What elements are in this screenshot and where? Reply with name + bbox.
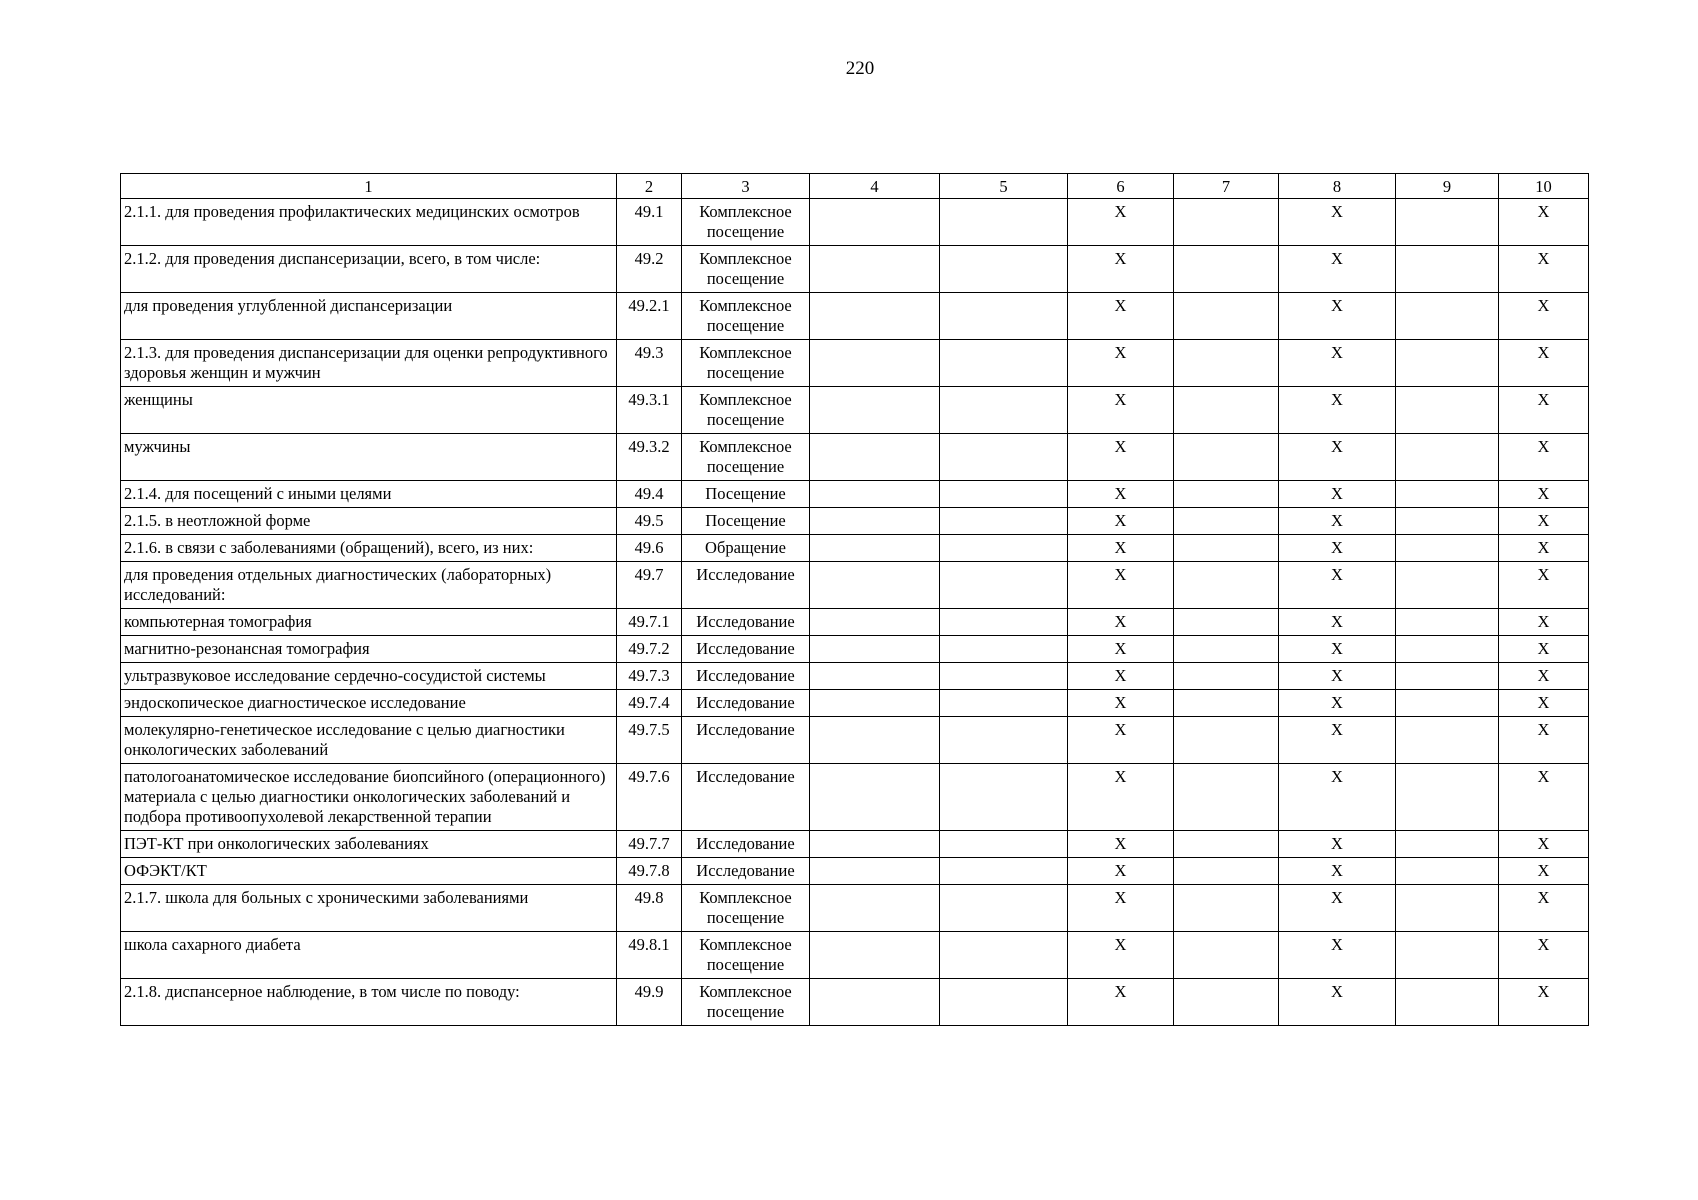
row-col9-cell [1396, 636, 1499, 663]
row-col8-cell: X [1279, 293, 1396, 340]
column-header: 2 [617, 174, 682, 199]
row-code-cell: 49.7.4 [617, 690, 682, 717]
row-col7-cell [1174, 636, 1279, 663]
row-col10-cell: X [1499, 690, 1589, 717]
row-name-cell: для проведения отдельных диагностических (лабораторных) исследований: [121, 562, 617, 609]
row-col4-cell [810, 717, 940, 764]
row-col6-cell: X [1068, 932, 1174, 979]
row-col9-cell [1396, 932, 1499, 979]
row-col6-cell: X [1068, 387, 1174, 434]
row-col5-cell [940, 690, 1068, 717]
row-col7-cell [1174, 434, 1279, 481]
row-col7-cell [1174, 979, 1279, 1026]
row-col7-cell [1174, 885, 1279, 932]
row-col9-cell [1396, 831, 1499, 858]
row-col6-cell: X [1068, 636, 1174, 663]
row-col8-cell: X [1279, 979, 1396, 1026]
row-col7-cell [1174, 387, 1279, 434]
row-col10-cell: X [1499, 717, 1589, 764]
row-col6-cell: X [1068, 246, 1174, 293]
row-unit-cell: Посещение [682, 508, 810, 535]
row-unit-cell: Комплексное посещение [682, 293, 810, 340]
row-unit-cell: Обращение [682, 535, 810, 562]
row-unit-cell: Исследование [682, 717, 810, 764]
row-col10-cell: X [1499, 508, 1589, 535]
row-unit-cell: Комплексное посещение [682, 885, 810, 932]
row-col6-cell: X [1068, 340, 1174, 387]
row-col8-cell: X [1279, 885, 1396, 932]
row-col10-cell: X [1499, 663, 1589, 690]
row-col5-cell [940, 246, 1068, 293]
row-code-cell: 49.7.6 [617, 764, 682, 831]
row-col6-cell: X [1068, 831, 1174, 858]
row-col7-cell [1174, 764, 1279, 831]
row-col4-cell [810, 979, 940, 1026]
row-col6-cell: X [1068, 434, 1174, 481]
table-row [121, 831, 1589, 858]
row-name-cell: эндоскопическое диагностическое исследование [121, 690, 617, 717]
row-code-cell: 49.6 [617, 535, 682, 562]
row-col8-cell: X [1279, 764, 1396, 831]
row-col10-cell: X [1499, 562, 1589, 609]
row-col5-cell [940, 562, 1068, 609]
row-col8-cell: X [1279, 858, 1396, 885]
row-col4-cell [810, 831, 940, 858]
table-row [121, 199, 1589, 246]
row-col9-cell [1396, 387, 1499, 434]
row-col8-cell: X [1279, 535, 1396, 562]
row-unit-cell: Исследование [682, 663, 810, 690]
row-name-cell: 2.1.8. диспансерное наблюдение, в том числе по поводу: [121, 979, 617, 1026]
table-row [121, 562, 1589, 609]
row-code-cell: 49.5 [617, 508, 682, 535]
row-col4-cell [810, 481, 940, 508]
row-col9-cell [1396, 293, 1499, 340]
row-name-cell: 2.1.2. для проведения диспансеризации, всего, в том числе: [121, 246, 617, 293]
row-name-cell: 2.1.6. в связи с заболеваниями (обращений), всего, из них: [121, 535, 617, 562]
table-row [121, 246, 1589, 293]
row-col4-cell [810, 562, 940, 609]
row-col6-cell: X [1068, 764, 1174, 831]
table-row [121, 434, 1589, 481]
row-col10-cell: X [1499, 293, 1589, 340]
row-code-cell: 49.7 [617, 562, 682, 609]
table-row [121, 979, 1589, 1026]
row-col8-cell: X [1279, 199, 1396, 246]
row-col8-cell: X [1279, 690, 1396, 717]
row-name-cell: 2.1.1. для проведения профилактических медицинских осмотров [121, 199, 617, 246]
row-name-cell: для проведения углубленной диспансеризации [121, 293, 617, 340]
row-col8-cell: X [1279, 508, 1396, 535]
row-unit-cell: Посещение [682, 481, 810, 508]
row-name-cell: женщины [121, 387, 617, 434]
row-name-cell: молекулярно-генетическое исследование с целью диагностики онкологических заболеваний [121, 717, 617, 764]
row-col10-cell: X [1499, 636, 1589, 663]
row-col6-cell: X [1068, 481, 1174, 508]
row-unit-cell: Исследование [682, 764, 810, 831]
row-col9-cell [1396, 481, 1499, 508]
row-col4-cell [810, 636, 940, 663]
row-col8-cell: X [1279, 717, 1396, 764]
row-col9-cell [1396, 562, 1499, 609]
row-col8-cell: X [1279, 481, 1396, 508]
row-col4-cell [810, 535, 940, 562]
column-header: 10 [1499, 174, 1589, 199]
row-name-cell: ОФЭКТ/КТ [121, 858, 617, 885]
row-col9-cell [1396, 717, 1499, 764]
row-name-cell: магнитно-резонансная томография [121, 636, 617, 663]
row-code-cell: 49.8 [617, 885, 682, 932]
row-code-cell: 49.2 [617, 246, 682, 293]
table-header-row [121, 174, 1589, 199]
row-col4-cell [810, 434, 940, 481]
row-col10-cell: X [1499, 932, 1589, 979]
row-col10-cell: X [1499, 885, 1589, 932]
row-col9-cell [1396, 340, 1499, 387]
row-col4-cell [810, 387, 940, 434]
column-header: 5 [940, 174, 1068, 199]
row-col9-cell [1396, 885, 1499, 932]
row-col7-cell [1174, 246, 1279, 293]
row-name-cell: компьютерная томография [121, 609, 617, 636]
row-col10-cell: X [1499, 979, 1589, 1026]
row-col5-cell [940, 481, 1068, 508]
row-col9-cell [1396, 690, 1499, 717]
row-col4-cell [810, 932, 940, 979]
row-col4-cell [810, 293, 940, 340]
row-col9-cell [1396, 535, 1499, 562]
row-col8-cell: X [1279, 663, 1396, 690]
row-col9-cell [1396, 508, 1499, 535]
column-header: 4 [810, 174, 940, 199]
row-unit-cell: Комплексное посещение [682, 246, 810, 293]
row-col9-cell [1396, 858, 1499, 885]
row-col9-cell [1396, 246, 1499, 293]
row-col8-cell: X [1279, 340, 1396, 387]
row-name-cell: ультразвуковое исследование сердечно-сосудистой системы [121, 663, 617, 690]
row-col5-cell [940, 717, 1068, 764]
row-col4-cell [810, 246, 940, 293]
table-row [121, 609, 1589, 636]
table-row [121, 508, 1589, 535]
row-col4-cell [810, 858, 940, 885]
row-col5-cell [940, 885, 1068, 932]
row-col4-cell [810, 609, 940, 636]
row-code-cell: 49.4 [617, 481, 682, 508]
row-code-cell: 49.2.1 [617, 293, 682, 340]
row-unit-cell: Исследование [682, 831, 810, 858]
row-name-cell: школа сахарного диабета [121, 932, 617, 979]
row-code-cell: 49.1 [617, 199, 682, 246]
row-col9-cell [1396, 199, 1499, 246]
row-col10-cell: X [1499, 481, 1589, 508]
row-col8-cell: X [1279, 636, 1396, 663]
row-col5-cell [940, 434, 1068, 481]
table-row [121, 293, 1589, 340]
row-col6-cell: X [1068, 562, 1174, 609]
row-code-cell: 49.7.2 [617, 636, 682, 663]
row-col4-cell [810, 885, 940, 932]
row-col9-cell [1396, 609, 1499, 636]
data-table [120, 173, 1589, 1026]
row-code-cell: 49.3 [617, 340, 682, 387]
row-col5-cell [940, 764, 1068, 831]
row-col4-cell [810, 199, 940, 246]
row-col6-cell: X [1068, 858, 1174, 885]
table-row [121, 932, 1589, 979]
table-row [121, 481, 1589, 508]
row-unit-cell: Исследование [682, 858, 810, 885]
row-col6-cell: X [1068, 690, 1174, 717]
row-col6-cell: X [1068, 663, 1174, 690]
row-col6-cell: X [1068, 717, 1174, 764]
row-code-cell: 49.8.1 [617, 932, 682, 979]
row-unit-cell: Комплексное посещение [682, 932, 810, 979]
row-col7-cell [1174, 663, 1279, 690]
row-col6-cell: X [1068, 609, 1174, 636]
row-col5-cell [940, 858, 1068, 885]
row-col8-cell: X [1279, 831, 1396, 858]
row-col7-cell [1174, 858, 1279, 885]
row-col8-cell: X [1279, 562, 1396, 609]
row-unit-cell: Комплексное посещение [682, 340, 810, 387]
row-col7-cell [1174, 340, 1279, 387]
row-col7-cell [1174, 199, 1279, 246]
row-code-cell: 49.3.2 [617, 434, 682, 481]
row-name-cell: 2.1.7. школа для больных с хроническими заболеваниями [121, 885, 617, 932]
row-col5-cell [940, 979, 1068, 1026]
row-col10-cell: X [1499, 199, 1589, 246]
row-col7-cell [1174, 508, 1279, 535]
row-name-cell: патологоанатомическое исследование биопсийного (операционного) материала с целью диагностики онкологических заболеваний и подбора противоопухолевой лекарственной терапии [121, 764, 617, 831]
row-col4-cell [810, 663, 940, 690]
table-row [121, 858, 1589, 885]
table-row [121, 690, 1589, 717]
row-name-cell: ПЭТ-КТ при онкологических заболеваниях [121, 831, 617, 858]
row-col5-cell [940, 340, 1068, 387]
column-header: 3 [682, 174, 810, 199]
row-col5-cell [940, 609, 1068, 636]
column-header: 8 [1279, 174, 1396, 199]
column-header: 1 [121, 174, 617, 199]
row-col8-cell: X [1279, 932, 1396, 979]
row-col5-cell [940, 535, 1068, 562]
column-header: 9 [1396, 174, 1499, 199]
row-col7-cell [1174, 690, 1279, 717]
row-col10-cell: X [1499, 434, 1589, 481]
column-header: 6 [1068, 174, 1174, 199]
row-unit-cell: Исследование [682, 690, 810, 717]
row-unit-cell: Исследование [682, 562, 810, 609]
row-col7-cell [1174, 562, 1279, 609]
row-col8-cell: X [1279, 387, 1396, 434]
row-col4-cell [810, 508, 940, 535]
row-col6-cell: X [1068, 885, 1174, 932]
row-col7-cell [1174, 535, 1279, 562]
row-col8-cell: X [1279, 434, 1396, 481]
row-col6-cell: X [1068, 979, 1174, 1026]
row-unit-cell: Комплексное посещение [682, 434, 810, 481]
row-col8-cell: X [1279, 246, 1396, 293]
row-unit-cell: Комплексное посещение [682, 199, 810, 246]
column-header: 7 [1174, 174, 1279, 199]
row-col10-cell: X [1499, 387, 1589, 434]
row-col8-cell: X [1279, 609, 1396, 636]
row-col9-cell [1396, 764, 1499, 831]
row-col5-cell [940, 932, 1068, 979]
row-unit-cell: Комплексное посещение [682, 387, 810, 434]
page-number: 220 [845, 58, 875, 79]
row-code-cell: 49.7.8 [617, 858, 682, 885]
row-code-cell: 49.7.1 [617, 609, 682, 636]
row-name-cell: 2.1.4. для посещений с иными целями [121, 481, 617, 508]
row-col10-cell: X [1499, 831, 1589, 858]
row-col9-cell [1396, 434, 1499, 481]
table-row [121, 764, 1589, 831]
row-col10-cell: X [1499, 764, 1589, 831]
row-code-cell: 49.7.5 [617, 717, 682, 764]
row-col4-cell [810, 690, 940, 717]
row-unit-cell: Комплексное посещение [682, 979, 810, 1026]
row-col6-cell: X [1068, 508, 1174, 535]
row-col6-cell: X [1068, 199, 1174, 246]
row-col7-cell [1174, 609, 1279, 636]
table-row [121, 717, 1589, 764]
table-row [121, 535, 1589, 562]
table-row [121, 636, 1589, 663]
row-col7-cell [1174, 932, 1279, 979]
row-col10-cell: X [1499, 340, 1589, 387]
row-code-cell: 49.3.1 [617, 387, 682, 434]
row-col9-cell [1396, 663, 1499, 690]
row-col5-cell [940, 663, 1068, 690]
row-name-cell: 2.1.5. в неотложной форме [121, 508, 617, 535]
table-row [121, 885, 1589, 932]
row-col9-cell [1396, 979, 1499, 1026]
row-col7-cell [1174, 481, 1279, 508]
table-row [121, 663, 1589, 690]
row-col10-cell: X [1499, 246, 1589, 293]
row-col6-cell: X [1068, 293, 1174, 340]
row-col5-cell [940, 199, 1068, 246]
table-row [121, 340, 1589, 387]
row-col4-cell [810, 340, 940, 387]
row-col10-cell: X [1499, 858, 1589, 885]
row-name-cell: мужчины [121, 434, 617, 481]
row-col7-cell [1174, 831, 1279, 858]
row-col5-cell [940, 293, 1068, 340]
row-col6-cell: X [1068, 535, 1174, 562]
row-code-cell: 49.7.3 [617, 663, 682, 690]
row-unit-cell: Исследование [682, 636, 810, 663]
row-name-cell: 2.1.3. для проведения диспансеризации для оценки репродуктивного здоровья женщин и мужчин [121, 340, 617, 387]
row-unit-cell: Исследование [682, 609, 810, 636]
table-row [121, 387, 1589, 434]
row-col10-cell: X [1499, 609, 1589, 636]
row-col5-cell [940, 508, 1068, 535]
row-col5-cell [940, 636, 1068, 663]
row-col7-cell [1174, 717, 1279, 764]
row-col7-cell [1174, 293, 1279, 340]
row-col10-cell: X [1499, 535, 1589, 562]
row-col5-cell [940, 387, 1068, 434]
row-col4-cell [810, 764, 940, 831]
row-code-cell: 49.7.7 [617, 831, 682, 858]
row-code-cell: 49.9 [617, 979, 682, 1026]
row-col5-cell [940, 831, 1068, 858]
table-body [121, 174, 1589, 1026]
